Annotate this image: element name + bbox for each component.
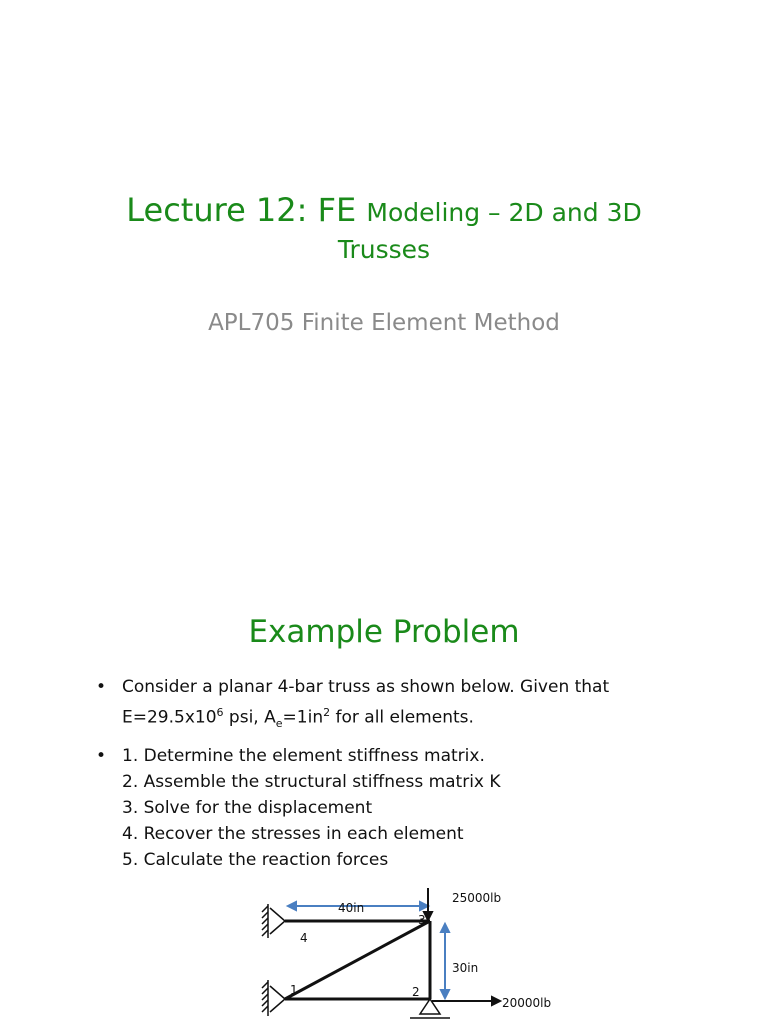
task-item: 1. Determine the element stiffness matrix. bbox=[122, 746, 485, 767]
bullet-text-formula: $E=29.5x10^6$ psi, $A_e=1in^2$ for all elements. bbox=[122, 706, 474, 731]
lecture-title bbox=[0, 190, 768, 265]
course-subtitle: APL705 Finite Element Method bbox=[208, 310, 560, 336]
node-label-3: 3 bbox=[418, 913, 426, 927]
node-label-2: 2 bbox=[412, 985, 420, 999]
load-label-20000lb: 20000lb bbox=[502, 996, 552, 1010]
task-item: 2. Assemble the structural stiffness matrix K bbox=[122, 772, 501, 793]
example-title: Example Problem bbox=[248, 614, 520, 650]
dim-label-40in: 40in bbox=[338, 901, 365, 915]
title-line2: Trusses bbox=[337, 235, 431, 264]
load-horizontal-arrow bbox=[432, 997, 500, 1005]
wall-support-top bbox=[262, 904, 285, 938]
bullet-tasks bbox=[96, 743, 716, 873]
load-label-25000lb: 25000lb bbox=[452, 891, 502, 905]
bullet-given bbox=[96, 674, 716, 737]
node-label-4: 4 bbox=[300, 931, 308, 945]
example-slide bbox=[0, 576, 768, 1024]
dim-label-30in: 30in bbox=[452, 961, 479, 975]
node-label-1: 1 bbox=[290, 983, 298, 997]
bullet-text: Consider a planar 4-bar truss as shown below. Given that bbox=[122, 677, 610, 697]
truss-diagram bbox=[250, 876, 570, 1024]
wall-support-bottom bbox=[262, 980, 285, 1016]
title-part1: Lecture 12: FE bbox=[126, 191, 357, 229]
task-item: 3. Solve for the displacement bbox=[122, 798, 373, 819]
task-item: 5. Calculate the reaction forces bbox=[122, 850, 389, 871]
bullet-list bbox=[96, 674, 716, 879]
task-item: 4. Recover the stresses in each element bbox=[122, 824, 464, 845]
dimension-vertical bbox=[441, 924, 449, 998]
bullet-marker: • bbox=[96, 746, 107, 767]
title-part2: Modeling – 2D and 3D bbox=[366, 198, 642, 227]
bullet-marker: • bbox=[96, 677, 107, 697]
